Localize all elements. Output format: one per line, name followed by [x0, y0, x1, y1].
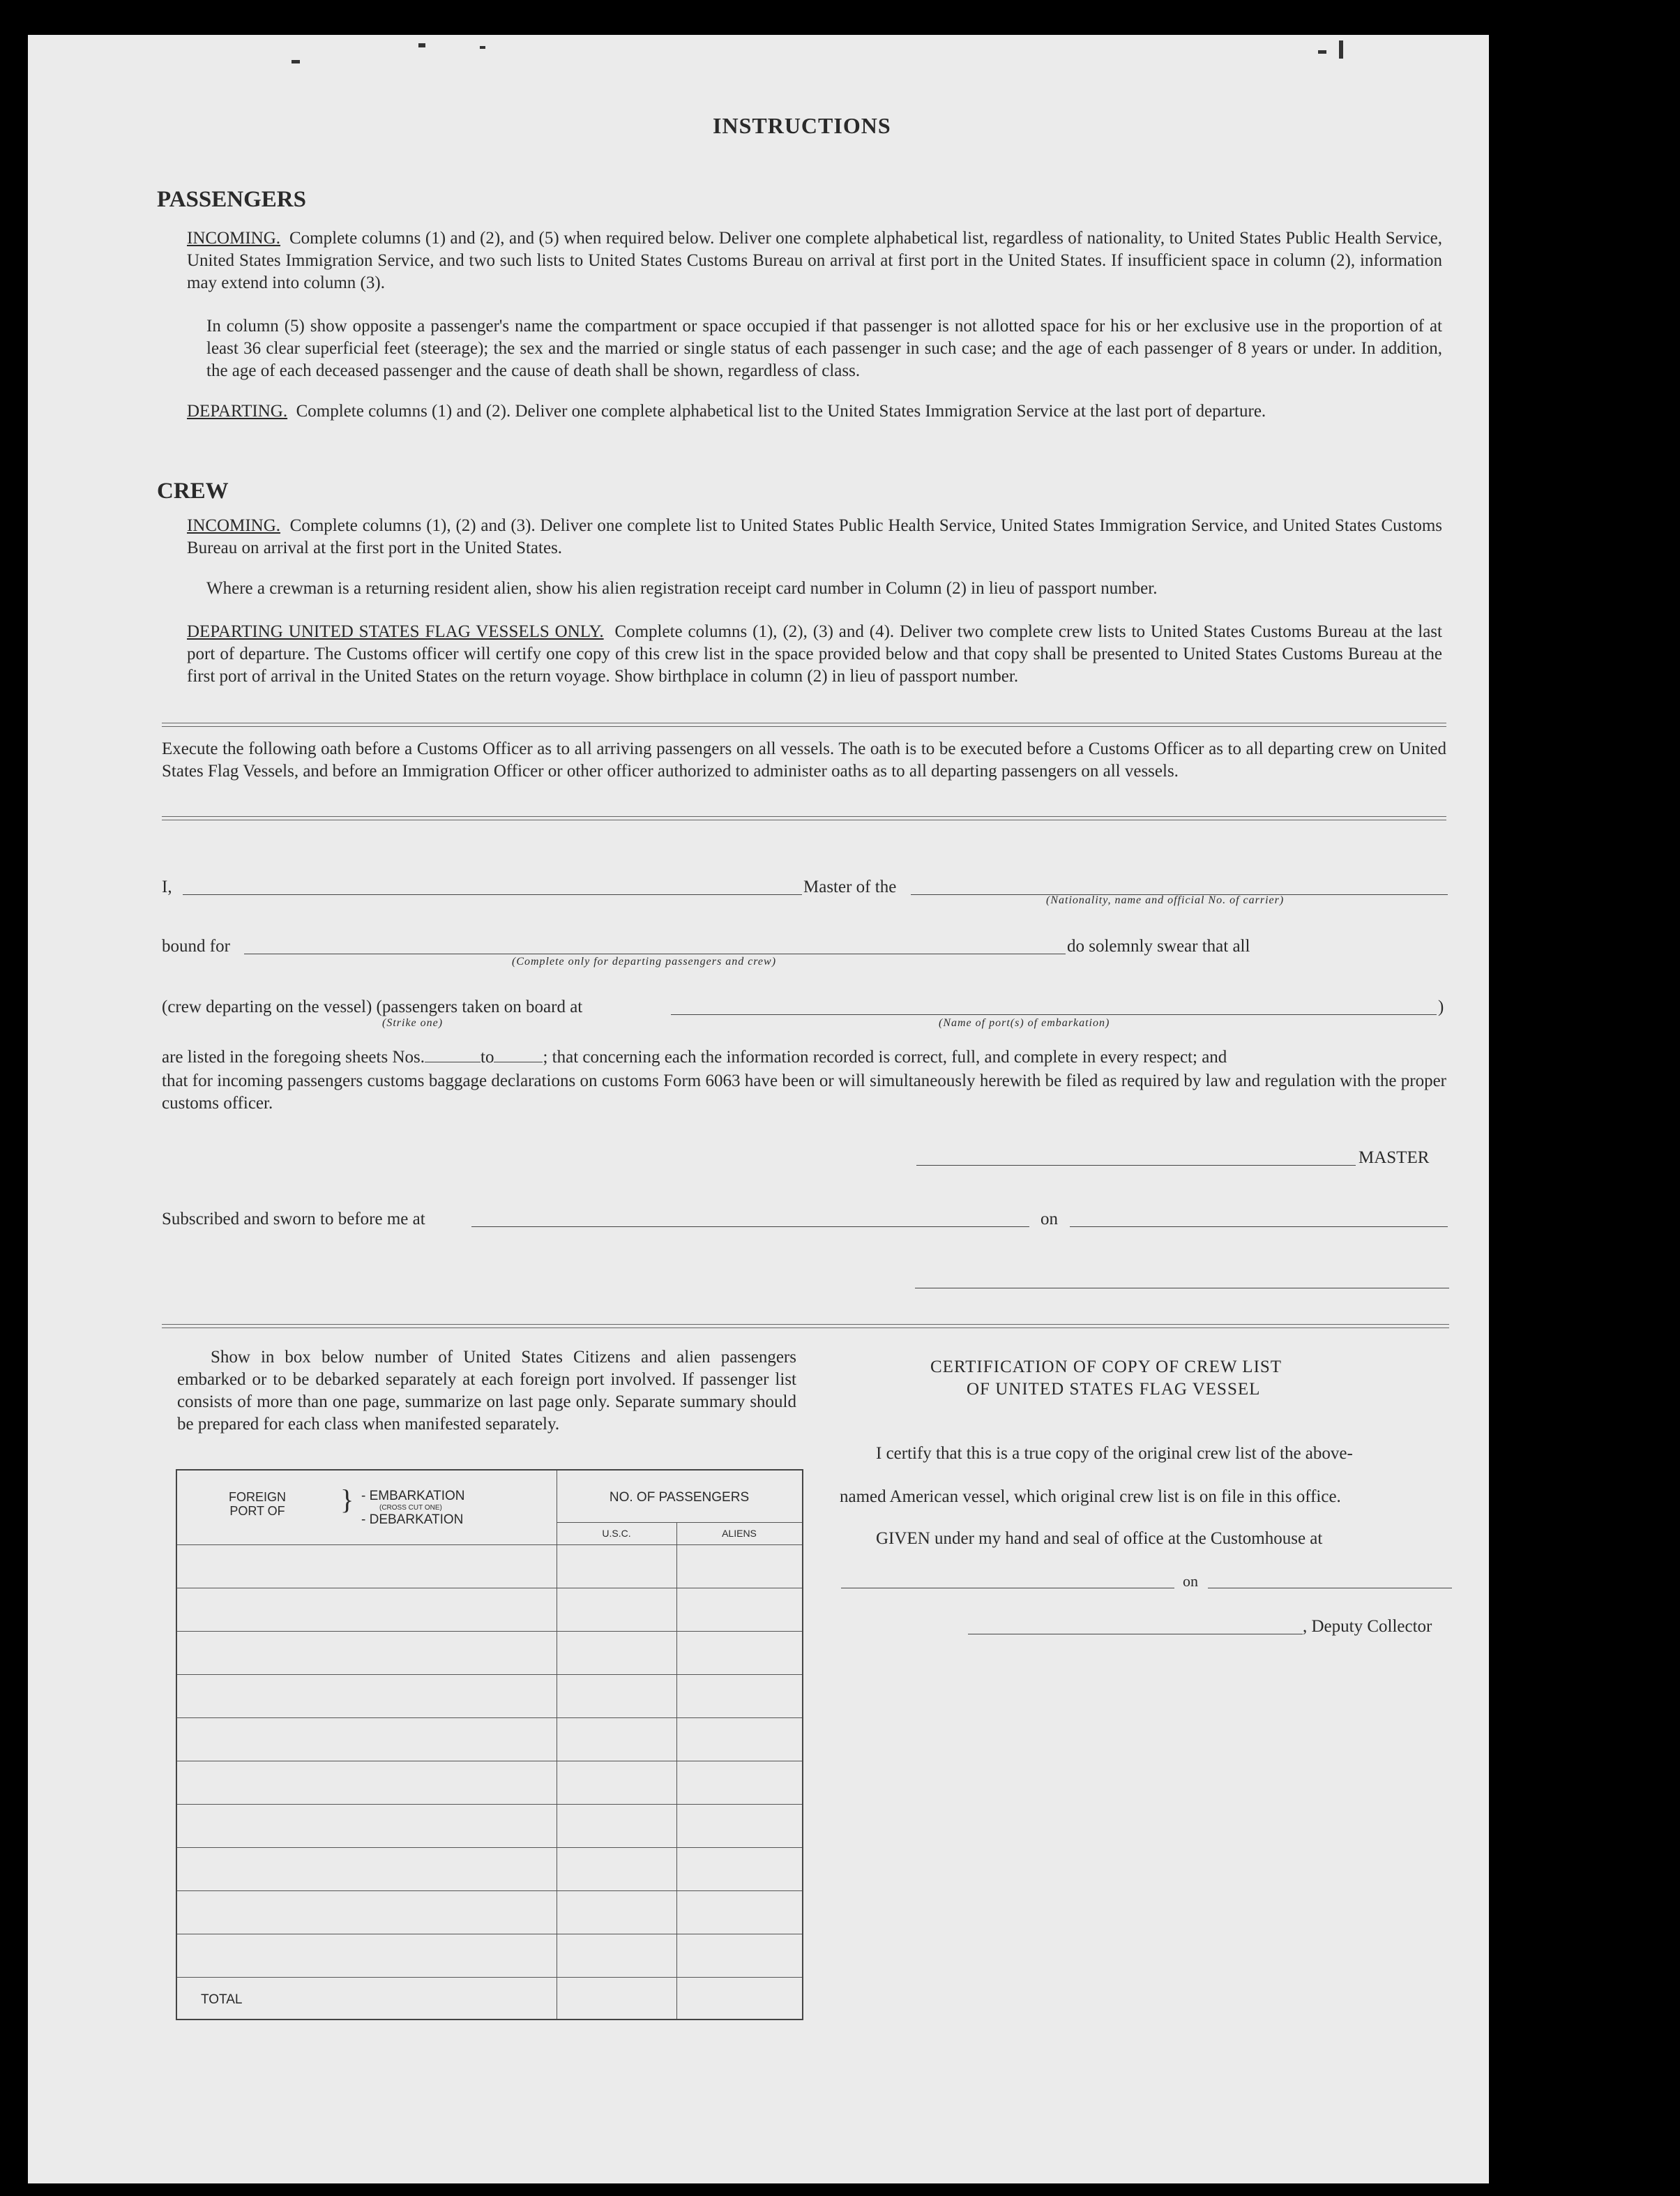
table-col-divider	[676, 1522, 677, 2019]
table-row	[177, 1890, 802, 1891]
passengers-departing-label: DEPARTING.	[187, 402, 288, 421]
scan-speck	[1318, 50, 1326, 54]
table-row	[177, 1631, 802, 1632]
subscribed-label: Subscribed and sworn to before me at	[162, 1210, 425, 1228]
passengers-departing-text: Complete columns (1) and (2). Deliver one complete alphabetical list to the United States Immigration Service at the last port of departure.	[296, 402, 1266, 421]
embarkation-ports-field[interactable]	[671, 1014, 1437, 1015]
close-paren: )	[1438, 998, 1444, 1016]
table-row	[177, 1717, 802, 1718]
listed-text-b: ; that concerning each the information recorded is correct, full, and complete in every respect; and	[543, 1048, 1227, 1067]
scan-speck	[1339, 40, 1343, 59]
crew-heading: CREW	[157, 479, 229, 504]
table-row	[177, 1847, 802, 1848]
total-label: TOTAL	[201, 1992, 243, 2007]
listed-to: to	[480, 1048, 494, 1067]
nationality-caption: (Nationality, name and official No. of carrier)	[1046, 894, 1285, 906]
listed-line	[162, 1048, 1446, 1067]
passengers-departing	[187, 400, 1442, 423]
table-row	[177, 1674, 802, 1675]
usc-header: U.S.C.	[602, 1528, 631, 1539]
listed-text-a: are listed in the foregoing sheets Nos.	[162, 1048, 425, 1067]
table-header-divider	[557, 1522, 802, 1523]
page-title: INSTRUCTIONS	[713, 113, 891, 138]
passengers-column5: In column (5) show opposite a passenger's name the compartment or space occupied if that passenger is not allotted space for his or her exclusive use in the proportion of at least 36 clear superficial feet (steerage); the sex and the married or single status of each passenger in such case; and the age of each passenger of 8 years or under. In addition, the age of each deceased passenger and the cause of death shall be shown, regardless of class.	[206, 317, 1442, 380]
master-label: MASTER	[1359, 1148, 1430, 1167]
no-of-passengers-header: NO. OF PASSENGERS	[609, 1490, 750, 1505]
master-name-field[interactable]	[183, 894, 802, 895]
summary-instructions: Show in box below number of United States Citizens and alien passengers embarked or to be debarked separately at each foreign port involved. If passenger list consists of more than one page, summarize on last page only. Separate summary should be prepared for each class when manifested separately.	[177, 1348, 796, 1434]
bound-for-label: bound for	[162, 937, 230, 956]
sworn-date-field[interactable]	[1070, 1226, 1448, 1227]
sworn-on-label: on	[1040, 1210, 1058, 1228]
passengers-incoming-text: Complete columns (1) and (2), and (5) when required below. Deliver one complete alphabetical list, regardless of nationality, to United States Public Health Service, United States Immigration Service, and two such lists to United States Customs Bureau on arrival at first port in the United States. If insufficient space in column (2), information may extend into column (3).	[187, 229, 1443, 292]
crew-resident: Where a crewman is a returning resident alien, show his alien registration receipt card number in Column (2) in lieu of passport number.	[206, 579, 1158, 598]
certification-line-2: named American vessel, which original crew list is on file in this office.	[840, 1487, 1341, 1506]
crew-departing	[187, 621, 1442, 688]
strike-caption: (Strike one)	[382, 1017, 444, 1029]
sworn-place-field[interactable]	[471, 1226, 1029, 1227]
crew-departing-text: Complete columns (1), (2), (3) and (4). Deliver two complete crew lists to United States Customs Bureau at the last port of departure. The Customs officer will certify one copy of this crew list in the space provided below and that copy shall be presented to United States Customs Bureau at the first port of arrival in the United States on the return voyage. Show birthplace in column (2) in lieu of passport number.	[187, 622, 1442, 686]
oath-intro: Execute the following oath before a Customs Officer as to all arriving passengers on all vessels. The oath is to be executed before a Customs Officer as to all departing crew on United States Flag Vessels, and before an Immigration Officer or other officer authorized to administer oaths as to all departing passengers on all vessels.	[162, 739, 1446, 781]
embarkation-label: - EMBARKATION	[361, 1489, 465, 1503]
table-header-bottom	[177, 1544, 802, 1545]
deputy-collector-label: , Deputy Collector	[1303, 1617, 1432, 1636]
debarkation-label: - DEBARKATION	[361, 1512, 464, 1527]
certification-title-2: OF UNITED STATES FLAG VESSEL	[967, 1380, 1261, 1399]
scan-speck	[292, 60, 300, 63]
foreign-port-header: FOREIGN PORT OF	[228, 1490, 286, 1518]
ports-caption: (Name of port(s) of embarkation)	[939, 1017, 1110, 1029]
master-signature-field[interactable]	[916, 1165, 1356, 1166]
swear-label: do solemnly swear that all	[1067, 937, 1250, 956]
certification-line-3: GIVEN under my hand and seal of office at the Customhouse at	[876, 1529, 1323, 1548]
aliens-header: ALIENS	[722, 1528, 757, 1539]
certification-title-1: CERTIFICATION OF COPY OF CREW LIST	[930, 1358, 1282, 1376]
passengers-incoming	[187, 227, 1442, 294]
scan-speck	[418, 43, 425, 47]
divider	[162, 1324, 1449, 1328]
master-of-label: Master of the	[803, 878, 897, 896]
crew-incoming-text: Complete columns (1), (2) and (3). Deliver one complete list to United States Public Health Service, United States Immigration Service, and United States Customs Bureau on arrival at the first port in the United States.	[187, 516, 1442, 557]
certification-on: on	[1183, 1572, 1198, 1590]
table-row	[177, 1804, 802, 1805]
passenger-summary-table	[176, 1469, 803, 2020]
crew-departing-label: (crew departing on the vessel) (passengers taken on board at	[162, 998, 583, 1016]
cross-cut-label: (CROSS CUT ONE)	[379, 1504, 442, 1512]
divider	[162, 816, 1446, 820]
table-row	[177, 1977, 802, 1978]
crew-incoming-label: INCOMING.	[187, 516, 281, 535]
oath-i: I,	[162, 878, 172, 896]
crew-departing-label: DEPARTING UNITED STATES FLAG VESSELS ONLY.	[187, 622, 604, 641]
listed-rest: that for incoming passengers customs baggage declarations on customs Form 6063 have been or will simultaneously herewith be filed as required by law and regulation with the proper customs officer.	[162, 1071, 1446, 1113]
passengers-heading: PASSENGERS	[157, 187, 306, 212]
complete-caption: (Complete only for departing passengers and crew)	[512, 956, 777, 968]
brace-icon: }	[340, 1484, 354, 1515]
divider	[162, 723, 1446, 727]
crew-incoming	[187, 515, 1442, 559]
certification-line-1: I certify that this is a true copy of the original crew list of the above-	[876, 1444, 1353, 1463]
scan-speck	[480, 46, 485, 49]
passengers-incoming-label: INCOMING.	[187, 229, 281, 248]
